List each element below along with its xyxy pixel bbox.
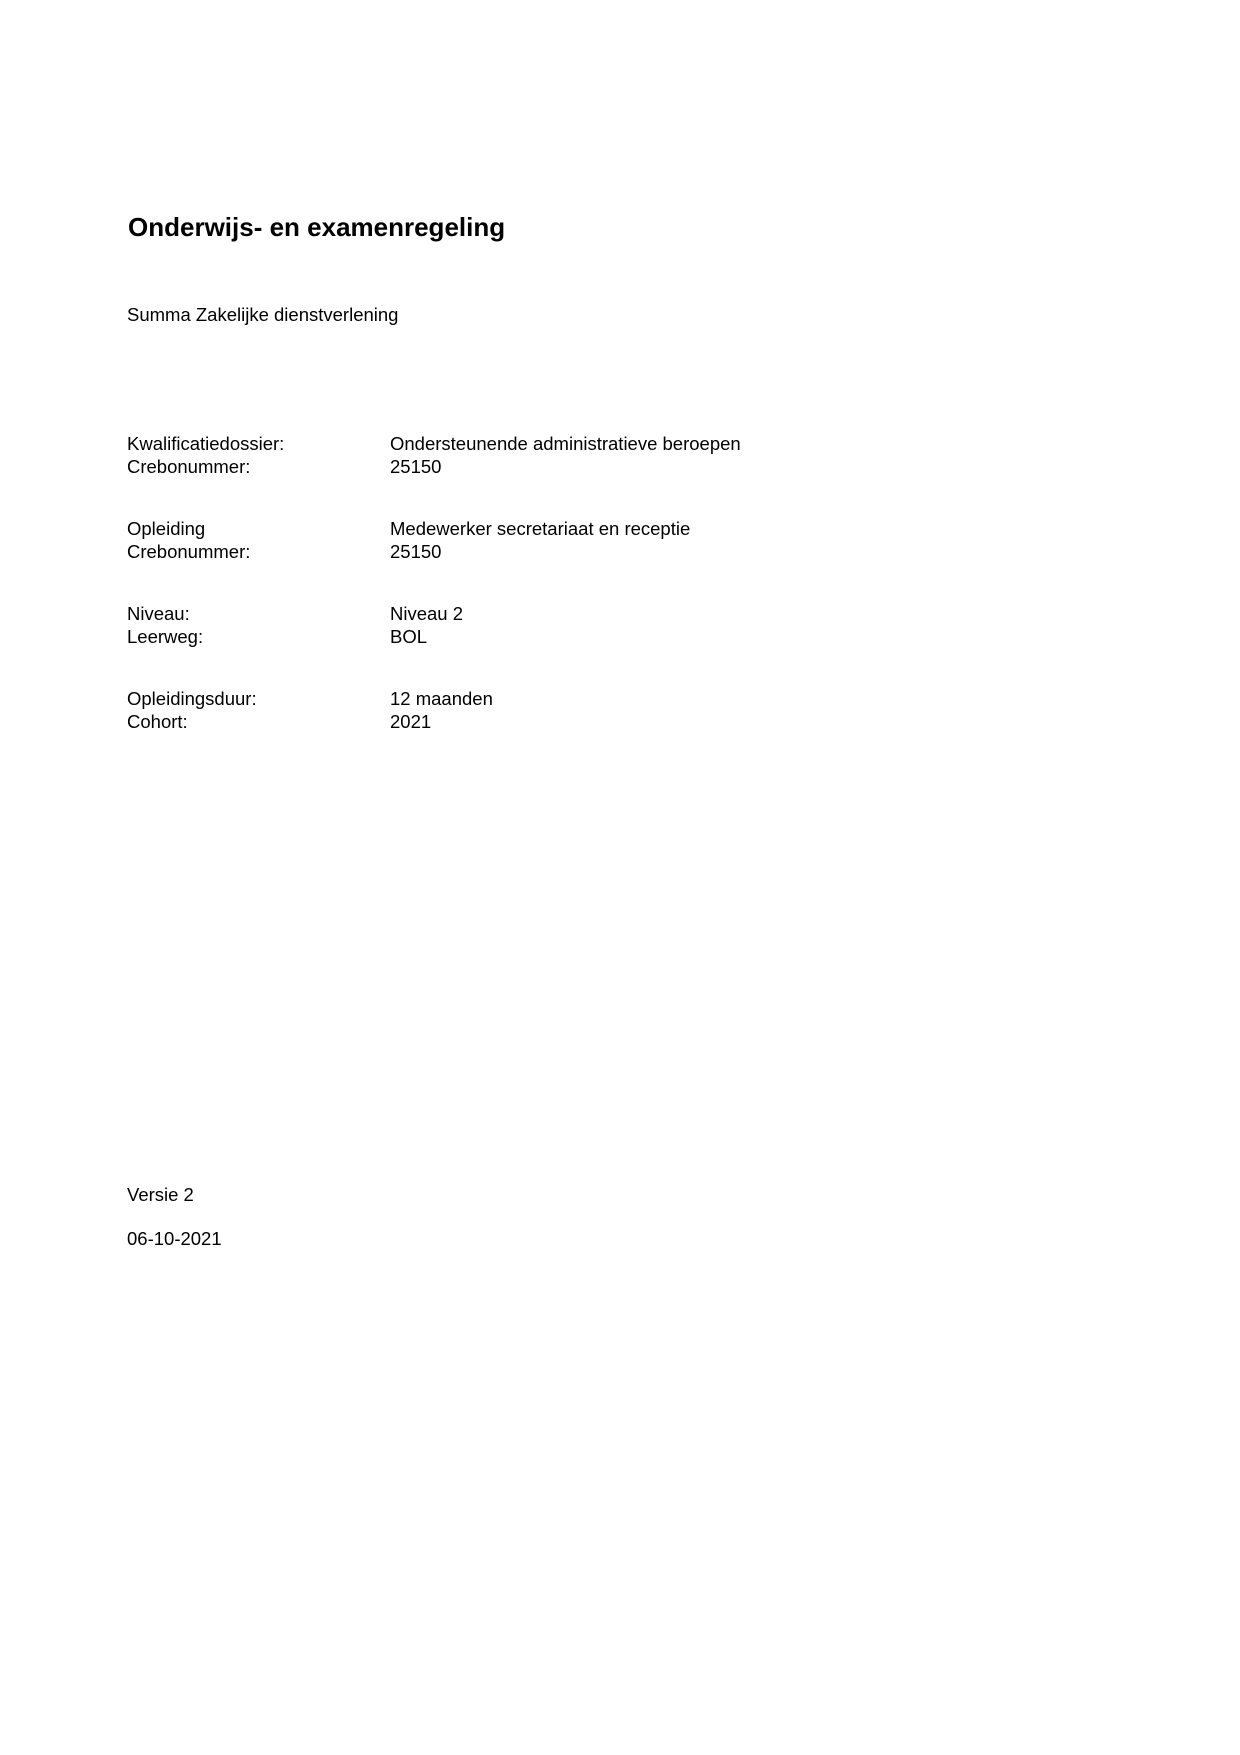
info-value: Medewerker secretariaat en receptie: [390, 518, 691, 539]
info-label: Crebonummer:: [127, 456, 251, 477]
page-subtitle: Summa Zakelijke dienstverlening: [127, 304, 399, 325]
info-label: Opleiding: [127, 518, 206, 539]
info-value: 12 maanden: [390, 688, 493, 709]
info-table: [127, 432, 741, 772]
info-row: [127, 687, 741, 710]
info-row: [127, 602, 741, 625]
info-value: BOL: [390, 626, 428, 647]
info-value: 25150: [390, 456, 442, 477]
info-label: Niveau:: [127, 603, 190, 624]
info-row: [127, 455, 741, 478]
info-group-duur-cohort: [127, 687, 741, 733]
info-label: Cohort:: [127, 711, 188, 732]
info-group-opleiding: [127, 517, 741, 563]
info-row: [127, 517, 741, 540]
info-label: Leerweg:: [127, 626, 204, 647]
info-label: Crebonummer:: [127, 541, 251, 562]
info-row: [127, 710, 741, 733]
version-text: Versie 2: [127, 1184, 194, 1205]
info-row: [127, 540, 741, 563]
page-title: Onderwijs- en examenregeling: [128, 212, 506, 242]
info-value: 2021: [390, 711, 432, 732]
info-row: [127, 432, 741, 455]
info-label: Kwalificatiedossier:: [127, 433, 285, 454]
info-value: Ondersteunende administratieve beroepen: [390, 433, 741, 454]
info-group-kwalificatiedossier: [127, 432, 741, 478]
info-value: 25150: [390, 541, 442, 562]
info-label: Opleidingsduur:: [127, 688, 257, 709]
info-row: [127, 625, 741, 648]
info-value: Niveau 2: [390, 603, 464, 624]
info-group-niveau-leerweg: [127, 602, 741, 648]
date-text: 06-10-2021: [127, 1228, 222, 1249]
